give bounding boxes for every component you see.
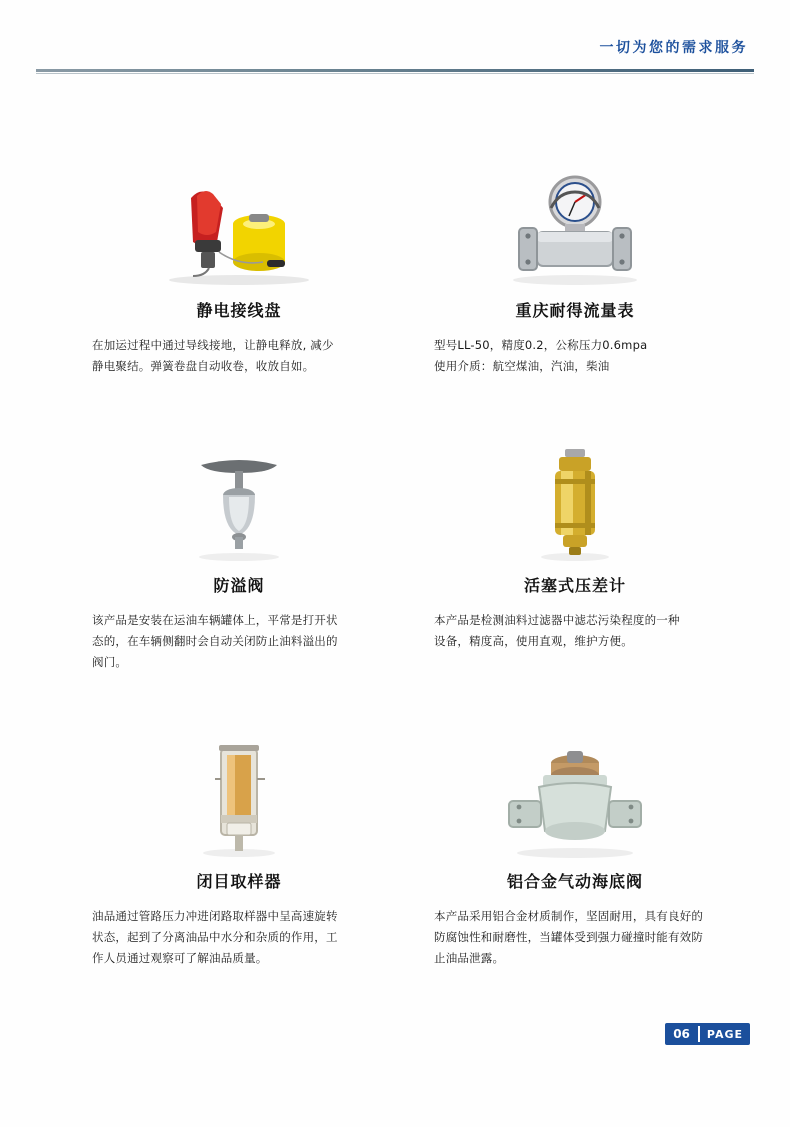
description-line: 使用介质：航空煤油，汽油，柴油	[434, 359, 610, 373]
product-card	[404, 731, 716, 969]
description-line: 本产品是检测油料过滤器中滤芯污染程度的一种	[434, 613, 680, 627]
page-number: 06	[673, 1027, 690, 1041]
product-card	[92, 435, 404, 673]
aluminum-alloy-pneumatic-bottom-valve-photo	[434, 731, 716, 859]
product-description	[434, 906, 716, 969]
product-title: 闭目取样器	[196, 872, 282, 891]
piston-differential-pressure-gauge-photo	[434, 435, 716, 563]
product-description	[434, 335, 716, 377]
product-card	[92, 160, 404, 377]
chongqing-naide-flowmeter-photo	[434, 160, 716, 288]
anti-overflow-valve-photo	[92, 435, 386, 563]
product-title: 重庆耐得流量表	[515, 301, 635, 320]
product-description	[92, 906, 386, 969]
page-label: PAGE	[706, 1027, 743, 1041]
product-title: 防溢阀	[213, 576, 265, 595]
product-description	[434, 610, 716, 652]
description-line: 本产品采用铝合金材质制作，坚固耐用，具有良好的	[434, 909, 704, 923]
product-description	[92, 610, 386, 673]
product-title: 铝合金气动海底阀	[506, 872, 643, 891]
header-divider	[36, 69, 754, 72]
description-line: 作人员通过观察可了解油品质量。	[92, 951, 268, 965]
description-line: 设备，精度高，使用直观，维护方便。	[434, 634, 633, 648]
product-title: 静电接线盘	[196, 301, 282, 320]
header-slogan: 一切为您的需求服务	[599, 40, 748, 56]
description-line: 型号LL-50，精度0.2，公称压力0.6mpa	[434, 338, 648, 352]
static-electricity-grounding-reel-photo	[92, 160, 386, 288]
product-grid	[92, 160, 716, 1027]
description-line: 防腐蚀性和耐磨性，当罐体受到强力碰撞时能有效防	[434, 930, 704, 944]
description-line: 静电聚结。弹簧卷盘自动收卷，收放自如。	[92, 359, 315, 373]
page-header	[418, 34, 748, 60]
product-title: 活塞式压差计	[523, 576, 626, 595]
closed-sampler-photo	[92, 731, 386, 859]
product-card	[404, 160, 716, 377]
description-line: 状态，起到了分离油品中水分和杂质的作用，工	[92, 930, 338, 944]
product-card	[92, 731, 404, 969]
description-line: 态的，在车辆侧翻时会自动关闭防止油料溢出的	[92, 634, 338, 648]
description-line: 止油品泄露。	[434, 951, 505, 965]
header-divider-thin	[36, 73, 754, 74]
description-line: 阀门。	[92, 655, 128, 669]
product-card	[404, 435, 716, 673]
description-line: 在加运过程中通过导线接地，让静电释放, 减少	[92, 338, 334, 352]
description-line: 该产品是安装在运油车辆罐体上，平常是打开状	[92, 613, 338, 627]
description-line: 油品通过管路压力冲进闭路取样器中呈高速旋转	[92, 909, 338, 923]
product-description	[92, 335, 386, 377]
page-number-badge	[665, 1023, 750, 1045]
